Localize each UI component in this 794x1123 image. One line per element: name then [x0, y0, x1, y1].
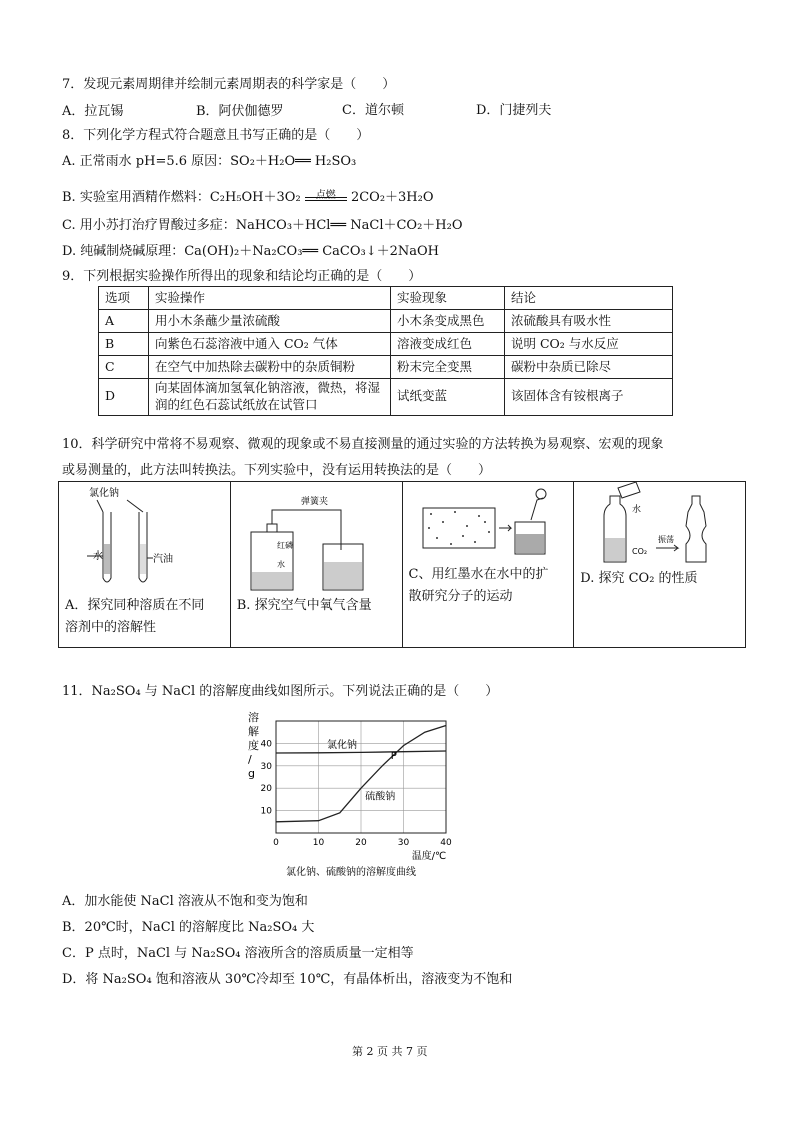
- diagram-label: 红磷: [276, 541, 293, 550]
- table-cell: 溶液变成红色: [391, 333, 505, 356]
- q7-option-a: A．拉瓦锡: [62, 104, 124, 119]
- y-tick-label: 30: [260, 761, 272, 772]
- x-tick-label: 20: [355, 838, 367, 848]
- q9-table: [98, 286, 673, 416]
- diagram-label: CO₂: [632, 547, 648, 556]
- chart-title: 氯化钠、硫酸钠的溶解度曲线: [286, 867, 416, 878]
- chart-x-axis-label: 温度/℃: [411, 851, 447, 862]
- table-cell: 向某固体滴加氢氧化钠溶液，微热，将湿润的红色石蕊试纸放在试管口: [149, 379, 391, 416]
- q8-option-b: [62, 186, 434, 205]
- q8-option-b-right: 2CO₂＋3H₂O: [350, 190, 434, 205]
- q10-caption-c: C、用红墨水在水中的扩散研究分子的运动: [408, 567, 549, 604]
- table-cell: 小木条变成黑色: [391, 310, 505, 333]
- table-cell: 粉末完全变黑: [391, 356, 505, 379]
- table-cell: 在空气中加热除去碳粉中的杂质铜粉: [149, 356, 391, 379]
- table-cell: 试纸变蓝: [391, 379, 505, 416]
- table-cell: 该固体含有铵根离子: [505, 379, 673, 416]
- table-cell: 用小木条蘸少量浓硫酸: [149, 310, 391, 333]
- q10-figure-grid: [58, 481, 746, 648]
- solubility-chart: [240, 705, 470, 885]
- table-row: [99, 333, 673, 356]
- diagram-label: 弹簧夹: [300, 497, 328, 507]
- q8-option-a: A. 正常雨水 pH=5.6 原因：SO₂＋H₂O══ H₂SO₃: [62, 154, 357, 169]
- intersection-point-label: P: [390, 751, 397, 763]
- table-cell: C: [99, 356, 149, 379]
- q8-option-b-left: B. 实验室用酒精作燃料：C₂H₅OH＋3O₂: [62, 190, 301, 205]
- q11-option-c: C．P 点时，NaCl 与 Na₂SO₄ 溶液所含的溶质质量一定相等: [62, 946, 414, 961]
- diffusion-diagram: [403, 482, 563, 562]
- diagram-label: 水: [93, 551, 103, 562]
- y-tick-label: 20: [260, 784, 272, 795]
- x-tick-label: 40: [440, 838, 452, 848]
- table-cell: 向紫色石蕊溶液中通入 CO₂ 气体: [149, 333, 391, 356]
- table-cell: 碳粉中杂质已除尽: [505, 356, 673, 379]
- q9-stem: 9．下列根据实验操作所得出的现象和结论均正确的是（ ）: [62, 269, 422, 284]
- q7-stem: 7．发现元素周期律并绘制元素周期表的科学家是（ ）: [62, 77, 396, 92]
- q7-option-c: C．道尔顿: [342, 103, 404, 118]
- table-row: [99, 310, 673, 333]
- diagram-label: 振荡: [658, 535, 675, 544]
- table-cell: 说明 CO₂ 与水反应: [505, 333, 673, 356]
- page-footer: 第 2 页 共 7 页: [352, 1045, 428, 1058]
- q11-option-a: A．加水能使 NaCl 溶液从不饱和变为饱和: [62, 894, 308, 909]
- q11-option-b: B．20℃时，NaCl 的溶解度比 Na₂SO₄ 大: [62, 920, 315, 935]
- diagram-label: 水: [632, 505, 642, 515]
- q10-box-b: [231, 482, 403, 647]
- q11-option-d: D．将 Na₂SO₄ 饱和溶液从 30℃冷却至 10℃，有晶体析出，溶液变为不饱和: [62, 972, 513, 987]
- q8-stem: 8．下列化学方程式符合题意且书写正确的是（ ）: [62, 128, 370, 143]
- table-header-row: [99, 287, 673, 310]
- q7-option-d: D．门捷列夫: [476, 103, 552, 118]
- oxygen-apparatus-diagram: [231, 482, 391, 592]
- table-cell: B: [99, 333, 149, 356]
- series-label-nacl: 氯化钠: [327, 739, 357, 751]
- q10-box-c: [403, 482, 575, 647]
- table-row: [99, 379, 673, 416]
- q10-box-d: [574, 482, 745, 647]
- q10-caption-b: B. 探究空气中氧气含量: [236, 598, 372, 613]
- x-tick-label: 10: [312, 838, 325, 848]
- q10-caption-d: D. 探究 CO₂ 的性质: [580, 571, 698, 586]
- series-label-na2so4: 硫酸钠: [365, 791, 396, 803]
- q10-caption-a: A．探究同种溶质在不同溶剂中的溶解性: [65, 598, 205, 635]
- chart-y-axis-label: 溶解度/ g: [248, 711, 259, 780]
- q10-stem-line1: 10．科学研究中常将不易观察、微观的现象或不易直接测量的通过实验的方法转换为易观察、宏观的现象: [62, 437, 664, 452]
- table-cell: 浓硫酸具有吸水性: [505, 310, 673, 333]
- test-tubes-diagram: [59, 482, 217, 592]
- table-cell: A: [99, 310, 149, 333]
- q11-stem: 11．Na₂SO₄ 与 NaCl 的溶解度曲线如图所示。下列说法正确的是（ ）: [62, 684, 499, 699]
- table-header-cell: 结论: [505, 287, 673, 310]
- q7-option-b: B．阿伏伽德罗: [196, 104, 284, 119]
- table-cell: D: [99, 379, 149, 416]
- q10-stem-line2: 或易测量的，此方法叫转换法。下列实验中，没有运用转换法的是（ ）: [62, 463, 492, 478]
- q8-option-d: D. 纯碱制烧碱原理：Ca(OH)₂＋Na₂CO₃══ CaCO₃↓＋2NaOH: [62, 244, 440, 259]
- diagram-label: 水: [276, 560, 285, 569]
- diagram-label: 氯化钠: [89, 488, 119, 499]
- y-tick-label: 40: [260, 739, 272, 750]
- diagram-label: 汽油: [153, 554, 173, 565]
- x-tick-label: 0: [273, 838, 279, 848]
- table-row: [99, 356, 673, 379]
- y-tick-label: 10: [260, 806, 272, 817]
- q8-option-c: C. 用小苏打治疗胃酸过多症：NaHCO₃＋HCl══ NaCl＋CO₂＋H₂O: [62, 218, 463, 233]
- table-header-cell: 实验现象: [391, 287, 505, 310]
- table-header-cell: 选项: [99, 287, 149, 310]
- table-header-cell: 实验操作: [149, 287, 391, 310]
- co2-bottle-diagram: [574, 482, 734, 564]
- q10-box-a: [59, 482, 231, 647]
- x-tick-label: 30: [397, 838, 410, 848]
- q8-condition: 点燃: [315, 190, 336, 201]
